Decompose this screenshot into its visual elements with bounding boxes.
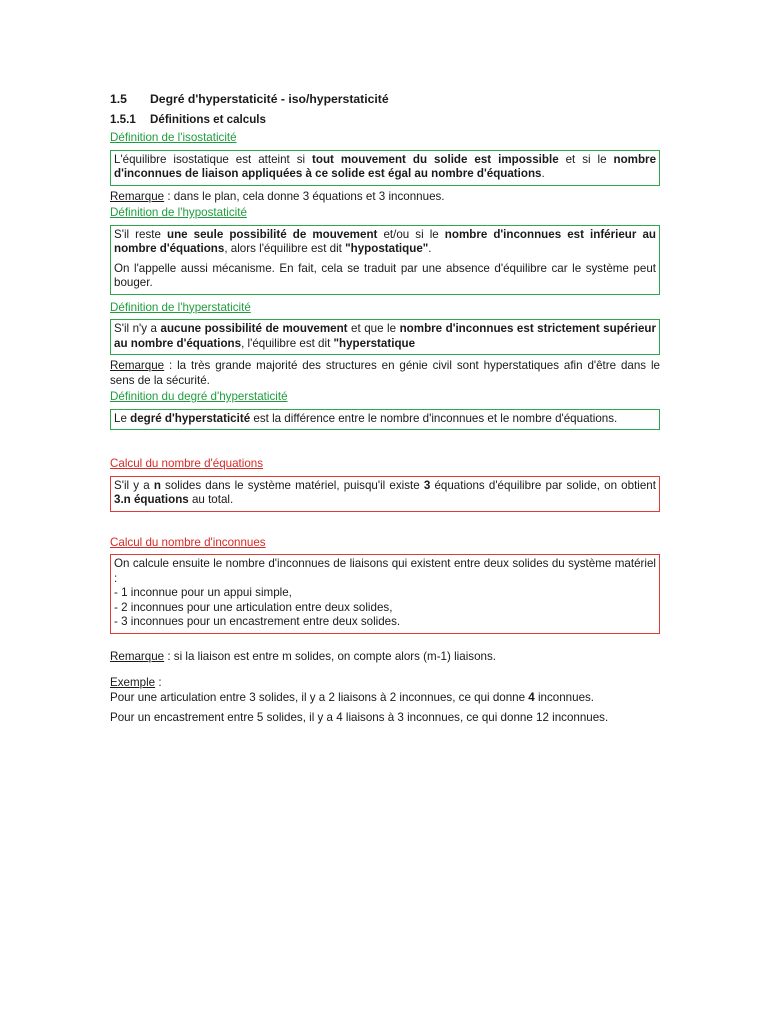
- def-hyper-box: [110, 319, 660, 355]
- bold-run: 4: [528, 690, 535, 704]
- subsection-title: Définitions et calculs: [150, 113, 266, 126]
- remark-text: : la très grande majorité des structures en génie civil sont hyperstatiques afin d'être dans le sens de la sécurité.: [110, 359, 660, 387]
- remark-2: [110, 359, 660, 388]
- bold-run: aucune possibilité de mouvement: [160, 322, 348, 335]
- list-item: - 2 inconnues pour une articulation entre deux solides,: [114, 600, 393, 614]
- text-run: est la différence entre le nombre d'inconnues et le nombre d'équations.: [250, 411, 618, 425]
- remark-text: : dans le plan, cela donne 3 équations et 3 inconnues.: [164, 189, 445, 203]
- text-run: au total.: [188, 493, 234, 506]
- calc-eq-box: [110, 476, 660, 512]
- bold-run: "hypostatique": [345, 242, 429, 255]
- text-run: , l'équilibre est dit: [241, 336, 334, 350]
- calc-unk-label: Calcul du nombre d'inconnues: [110, 535, 266, 549]
- remark-label: Remarque: [110, 189, 165, 203]
- example-paragraph-2: Pour un encastrement entre 5 solides, il y a 4 liaisons à 3 inconnues, ce qui donne 12 inconnues.: [110, 711, 609, 724]
- list-item: - 3 inconnues pour un encastrement entre deux solides.: [114, 615, 401, 628]
- def-degree-text: [114, 412, 656, 427]
- text-run: , alors l'équilibre est dit: [224, 242, 346, 255]
- remark-label: Remarque: [110, 649, 165, 663]
- text-run: S'il y a: [114, 478, 154, 492]
- text-run: L'équilibre isostatique est atteint si: [114, 152, 313, 166]
- bold-run: n: [153, 478, 161, 492]
- remark-text: : si la liaison est entre m solides, on compte alors (m-1) liaisons.: [164, 649, 496, 663]
- example-label: Exemple: [110, 676, 156, 689]
- subsection-number: 1.5.1: [110, 113, 136, 126]
- bold-run: 3: [423, 478, 431, 492]
- text-run: et que le: [347, 322, 400, 335]
- text-run: S'il n'y a: [114, 322, 161, 335]
- text-run: inconnues.: [534, 690, 595, 704]
- def-hyper-text: [114, 322, 656, 351]
- calc-unk-list: [114, 586, 656, 630]
- section-number: 1.5: [110, 92, 127, 106]
- bold-run: "hyperstatique: [333, 336, 416, 350]
- calc-unk-box: [110, 554, 660, 634]
- bold-run: degré d'hyperstaticité: [130, 411, 251, 425]
- def-degree-label: Définition du degré d'hyperstaticité: [110, 390, 288, 403]
- text-run: :: [155, 676, 162, 689]
- document-page: [110, 92, 660, 726]
- bold-run: nombre d'inconnues est strictement supérieur au nombre d'équations: [114, 322, 657, 350]
- def-hypo-label: Définition de l'hypostaticité: [110, 206, 247, 219]
- section-title: Degré d'hyperstaticité - iso/hyperstaticité: [150, 92, 389, 106]
- bold-run: tout mouvement du solide est impossible: [312, 152, 559, 166]
- def-iso-text: [114, 153, 656, 182]
- calc-eq-text: [114, 479, 656, 508]
- def-hypo-text-2: On l'appelle aussi mécanisme. En fait, cela se traduit par une absence d'équilibre car le système peut bouger.: [114, 261, 656, 289]
- text-run: solides dans le système matériel, puisqu'il existe: [160, 478, 424, 492]
- text-run: et si le: [558, 152, 614, 166]
- remark-1: [110, 190, 660, 205]
- def-hyper-label: Définition de l'hyperstaticité: [110, 300, 251, 314]
- bold-run: nombre d'inconnues de liaison appliquées à ce solide est égal au nombre d'équations: [114, 152, 657, 180]
- text-run: S'il reste: [114, 227, 167, 241]
- text-run: .: [428, 242, 432, 255]
- def-hypo-text: [114, 228, 656, 257]
- def-iso-box: [110, 150, 660, 186]
- list-item: - 1 inconnue pour un appui simple,: [114, 586, 292, 599]
- calc-eq-label: Calcul du nombre d'équations: [110, 457, 264, 470]
- section-heading: [110, 92, 660, 109]
- bold-run: une seule possibilité de mouvement: [166, 227, 378, 241]
- def-iso-label: Définition de l'isostaticité: [110, 131, 237, 144]
- remark-3: [110, 650, 660, 665]
- text-run: équations d'équilibre par solide, on obtient: [430, 478, 656, 492]
- example-paragraph-1: [110, 691, 660, 706]
- remark-label: Remarque: [110, 359, 165, 372]
- text-run: et/ou si le: [377, 227, 445, 241]
- subsection-heading: [110, 113, 660, 129]
- bold-run: 3.n équations: [114, 493, 189, 506]
- example-heading: [110, 676, 660, 691]
- def-degree-box: [110, 409, 660, 431]
- calc-unk-intro: On calcule ensuite le nombre d'inconnues de liaisons qui existent entre deux solides du système matériel :: [114, 557, 656, 585]
- text-run: .: [541, 167, 545, 180]
- def-hypo-box: [110, 225, 660, 295]
- bold-run: nombre d'inconnues est inférieur au nombre d'équations: [114, 227, 656, 255]
- text-run: Le: [114, 411, 131, 425]
- text-run: Pour une articulation entre 3 solides, il y a 2 liaisons à 2 inconnues, ce qui donne: [110, 690, 529, 704]
